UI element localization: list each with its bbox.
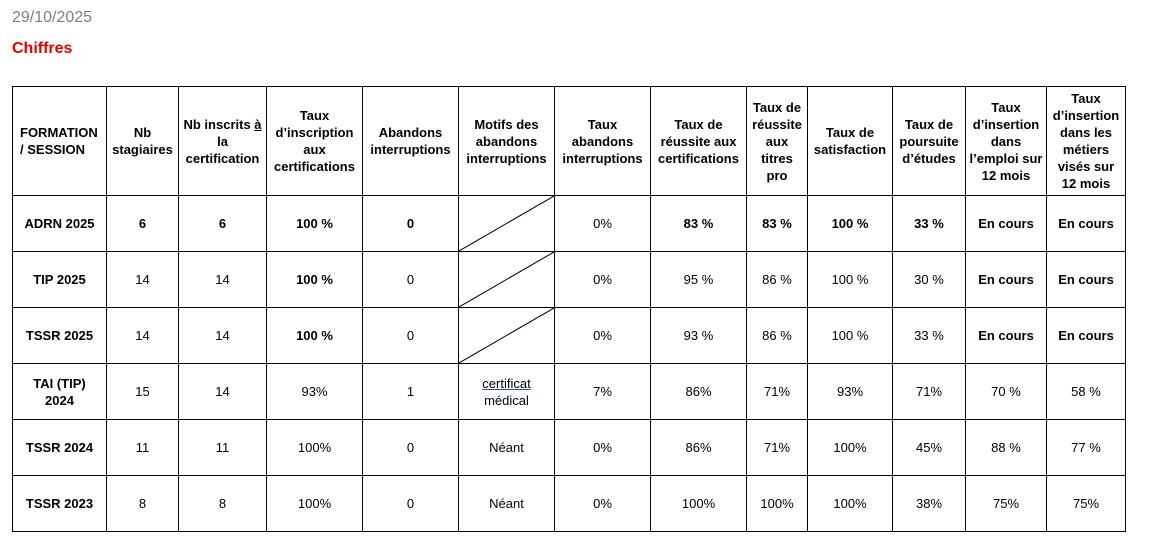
cell-insertion-metiers: 58 % [1047, 364, 1126, 420]
cell-motifs-empty [459, 308, 555, 364]
header-formation: FORMATION / SESSION [13, 87, 107, 196]
cell-nb-inscrits: 6 [179, 196, 267, 252]
cell-formation: TSSR 2025 [13, 308, 107, 364]
cell-taux-poursuite: 30 % [893, 252, 966, 308]
cell-taux-poursuite: 33 % [893, 308, 966, 364]
cell-insertion-metiers: En cours [1047, 308, 1126, 364]
cell-abandons: 0 [363, 476, 459, 532]
cell-nb-inscrits: 14 [179, 252, 267, 308]
cell-taux-reussite-titres: 71% [747, 364, 808, 420]
header-taux-insertion-emploi: Taux d’insertion dans l’emploi sur 12 mois [966, 87, 1047, 196]
cell-taux-abandons: 0% [555, 252, 651, 308]
diagonal-strike [459, 252, 554, 307]
cell-abandons: 0 [363, 308, 459, 364]
document-date: 29/10/2025 [12, 9, 93, 26]
cell-taux-inscription: 100 % [267, 308, 363, 364]
table-row [13, 308, 1126, 364]
cell-insertion-emploi: 70 % [966, 364, 1047, 420]
header-nb-inscrits-part1: Nb inscrits [183, 116, 255, 132]
table-row [13, 364, 1126, 420]
cell-nb-stagiaires: 6 [107, 196, 179, 252]
cell-nb-stagiaires: 8 [107, 476, 179, 532]
cell-motifs [459, 364, 555, 420]
cell-insertion-emploi: En cours [966, 252, 1047, 308]
cell-insertion-emploi: 75% [966, 476, 1047, 532]
header-taux-insertion-metiers: Taux d’insertion dans les métiers visés sur 12 mois [1047, 87, 1126, 196]
cell-taux-satisfaction: 100 % [808, 252, 893, 308]
cell-insertion-emploi: 88 % [966, 420, 1047, 476]
cell-taux-poursuite: 45% [893, 420, 966, 476]
cell-taux-satisfaction: 100% [808, 476, 893, 532]
cell-motifs-line2: médical [484, 392, 529, 408]
cell-insertion-metiers: 77 % [1047, 420, 1126, 476]
cell-formation [13, 364, 107, 420]
section-title: Chiffres [12, 40, 73, 57]
table-row [13, 476, 1126, 532]
header-nb-stagiaires: Nb stagiaires [107, 87, 179, 196]
header-nb-inscrits [179, 87, 267, 196]
cell-abandons: 0 [363, 420, 459, 476]
cell-taux-reussite-certifications: 93 % [651, 308, 747, 364]
cell-taux-reussite-certifications: 83 % [651, 196, 747, 252]
table-row [13, 196, 1126, 252]
header-taux-satisfaction: Taux de satisfaction [808, 87, 893, 196]
cell-insertion-metiers: 75% [1047, 476, 1126, 532]
cell-taux-reussite-certifications: 100% [651, 476, 747, 532]
table-header-row [13, 87, 1126, 196]
cell-taux-inscription: 100% [267, 420, 363, 476]
header-nb-inscrits-part3: la certification [185, 133, 260, 166]
header-nb-inscrits-part2: à [254, 116, 262, 132]
cell-taux-reussite-certifications: 95 % [651, 252, 747, 308]
header-abandons: Abandons interruptions [363, 87, 459, 196]
cell-motifs: Néant [459, 476, 555, 532]
cell-abandons: 0 [363, 252, 459, 308]
cell-nb-stagiaires: 11 [107, 420, 179, 476]
diagonal-strike [459, 308, 554, 363]
cell-formation-line2: 2024 [45, 392, 74, 408]
cell-taux-inscription: 100% [267, 476, 363, 532]
cell-formation: TSSR 2023 [13, 476, 107, 532]
cell-taux-reussite-titres: 83 % [747, 196, 808, 252]
cell-taux-reussite-certifications: 86% [651, 364, 747, 420]
cell-taux-abandons: 0% [555, 308, 651, 364]
header-taux-reussite-certifications: Taux de réussite aux certifications [651, 87, 747, 196]
header-motifs: Motifs des abandons interruptions [459, 87, 555, 196]
header-taux-poursuite: Taux de poursuite d’études [893, 87, 966, 196]
diagonal-strike [459, 196, 554, 251]
cell-taux-satisfaction: 100 % [808, 308, 893, 364]
cell-taux-inscription: 93% [267, 364, 363, 420]
cell-formation: TSSR 2024 [13, 420, 107, 476]
cell-taux-satisfaction: 100% [808, 420, 893, 476]
cell-taux-satisfaction: 100 % [808, 196, 893, 252]
cell-motifs-line1: certificat [482, 375, 531, 391]
header-taux-abandons: Taux abandons interruptions [555, 87, 651, 196]
cell-motifs: Néant [459, 420, 555, 476]
statistics-table [12, 86, 1126, 532]
cell-motifs-empty [459, 252, 555, 308]
cell-taux-inscription: 100 % [267, 196, 363, 252]
table-row [13, 252, 1126, 308]
cell-nb-stagiaires: 15 [107, 364, 179, 420]
cell-nb-inscrits: 14 [179, 308, 267, 364]
cell-nb-stagiaires: 14 [107, 252, 179, 308]
cell-formation: TIP 2025 [13, 252, 107, 308]
cell-formation-line1: TAI (TIP) [33, 375, 86, 391]
cell-nb-inscrits: 11 [179, 420, 267, 476]
cell-taux-abandons: 7% [555, 364, 651, 420]
cell-taux-reussite-titres: 86 % [747, 308, 808, 364]
cell-taux-abandons: 0% [555, 476, 651, 532]
cell-insertion-metiers: En cours [1047, 196, 1126, 252]
cell-nb-stagiaires: 14 [107, 308, 179, 364]
cell-nb-inscrits: 14 [179, 364, 267, 420]
cell-abandons: 0 [363, 196, 459, 252]
cell-insertion-emploi: En cours [966, 308, 1047, 364]
cell-taux-poursuite: 71% [893, 364, 966, 420]
cell-motifs-empty [459, 196, 555, 252]
cell-insertion-metiers: En cours [1047, 252, 1126, 308]
header-taux-reussite-titres: Taux de réussite aux titres pro [747, 87, 808, 196]
cell-abandons: 1 [363, 364, 459, 420]
cell-taux-reussite-certifications: 86% [651, 420, 747, 476]
cell-taux-abandons: 0% [555, 196, 651, 252]
cell-taux-abandons: 0% [555, 420, 651, 476]
cell-taux-poursuite: 33 % [893, 196, 966, 252]
table-row [13, 420, 1126, 476]
cell-insertion-emploi: En cours [966, 196, 1047, 252]
cell-taux-reussite-titres: 86 % [747, 252, 808, 308]
cell-taux-inscription: 100 % [267, 252, 363, 308]
cell-taux-poursuite: 38% [893, 476, 966, 532]
cell-taux-satisfaction: 93% [808, 364, 893, 420]
cell-taux-reussite-titres: 71% [747, 420, 808, 476]
cell-formation: ADRN 2025 [13, 196, 107, 252]
cell-nb-inscrits: 8 [179, 476, 267, 532]
header-taux-inscription: Taux d’inscription aux certifications [267, 87, 363, 196]
cell-taux-reussite-titres: 100% [747, 476, 808, 532]
